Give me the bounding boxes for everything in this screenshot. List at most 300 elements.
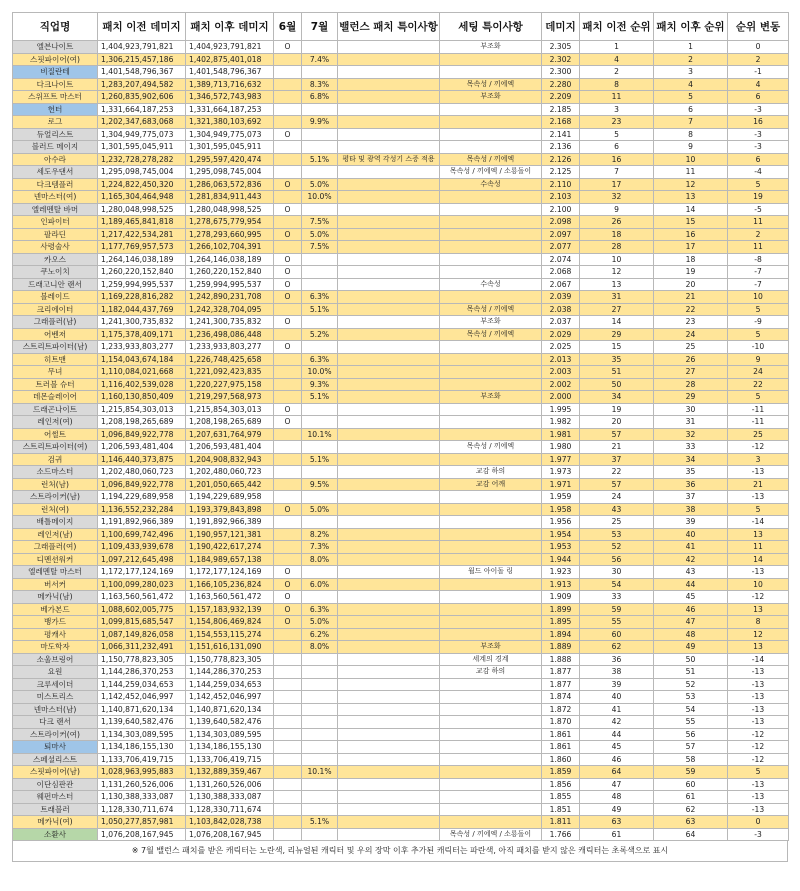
after-damage-cell: 1,202,480,060,723 — [186, 466, 274, 479]
after-damage-cell: 1,154,806,469,824 — [186, 616, 274, 629]
balance-note-cell — [338, 753, 440, 766]
table-row — [13, 303, 789, 316]
setting-note-cell: 교감 하의 — [440, 666, 542, 679]
rank-after-cell: 21 — [654, 291, 728, 304]
rank-before-cell: 50 — [580, 378, 654, 391]
setting-note-cell — [440, 416, 542, 429]
rank-change-cell: 5 — [728, 328, 789, 341]
setting-note-cell — [440, 203, 542, 216]
balance-note-cell — [338, 103, 440, 116]
rank-before-cell: 5 — [580, 128, 654, 141]
before-damage-cell: 1,116,402,539,028 — [98, 378, 186, 391]
balance-note-cell — [338, 716, 440, 729]
damage-ratio-cell: 2.029 — [542, 328, 580, 341]
before-damage-cell: 1,260,220,152,840 — [98, 266, 186, 279]
july-patch-cell — [302, 791, 338, 804]
after-damage-cell: 1,401,548,796,367 — [186, 66, 274, 79]
damage-ratio-cell: 1.953 — [542, 541, 580, 554]
july-patch-cell — [302, 516, 338, 529]
rank-before-cell: 35 — [580, 353, 654, 366]
balance-note-cell — [338, 703, 440, 716]
before-damage-cell: 1,301,595,045,911 — [98, 141, 186, 154]
before-damage-cell: 1,175,378,409,171 — [98, 328, 186, 341]
damage-ratio-cell: 1.959 — [542, 491, 580, 504]
rank-before-cell: 31 — [580, 291, 654, 304]
table-row — [13, 453, 789, 466]
table-row — [13, 178, 789, 191]
balance-note-cell — [338, 166, 440, 179]
job-cell: 다크 랜서 — [13, 716, 98, 729]
table-row — [13, 766, 789, 779]
rank-after-cell: 24 — [654, 328, 728, 341]
job-cell: 트래블러 — [13, 803, 98, 816]
rank-before-cell: 2 — [580, 66, 654, 79]
july-patch-cell: 5.0% — [302, 228, 338, 241]
after-damage-cell: 1,236,498,086,448 — [186, 328, 274, 341]
rank-after-cell: 43 — [654, 566, 728, 579]
rank-before-cell: 45 — [580, 741, 654, 754]
after-damage-cell: 1,207,631,764,979 — [186, 428, 274, 441]
after-damage-cell: 1,264,146,038,189 — [186, 253, 274, 266]
damage-ratio-cell: 2.074 — [542, 253, 580, 266]
rank-before-cell: 36 — [580, 653, 654, 666]
rank-change-cell: 19 — [728, 191, 789, 204]
rank-after-cell: 31 — [654, 416, 728, 429]
july-patch-cell — [302, 416, 338, 429]
damage-ratio-cell: 2.038 — [542, 303, 580, 316]
rank-after-cell: 5 — [654, 91, 728, 104]
setting-note-cell — [440, 516, 542, 529]
setting-note-cell: 세계의 경계 — [440, 653, 542, 666]
july-patch-cell: 5.1% — [302, 391, 338, 404]
balance-note-cell — [338, 141, 440, 154]
rank-after-cell: 61 — [654, 791, 728, 804]
table-row — [13, 703, 789, 716]
rank-after-cell: 10 — [654, 153, 728, 166]
june-patch-cell: O — [274, 253, 302, 266]
footnote: ※ 7월 밸런스 패치를 받은 캐릭터는 노란색, 리뉴얼된 캐릭터 및 우의 장막 이후 추가된 캐릭터는 파란색, 아직 패치를 받지 않은 캐릭터는 초록색으로 표시 — [12, 841, 788, 862]
rank-before-cell: 41 — [580, 703, 654, 716]
june-patch-cell — [274, 703, 302, 716]
job-cell: 트러블 슈터 — [13, 378, 98, 391]
july-patch-cell — [302, 278, 338, 291]
balance-note-cell — [338, 828, 440, 841]
rank-after-cell: 26 — [654, 353, 728, 366]
damage-ratio-cell: 2.136 — [542, 141, 580, 154]
damage-ranking-sheet — [12, 12, 788, 862]
june-patch-cell: O — [274, 178, 302, 191]
july-patch-cell — [302, 403, 338, 416]
rank-after-cell: 22 — [654, 303, 728, 316]
table-row — [13, 253, 789, 266]
before-damage-cell: 1,160,130,850,409 — [98, 391, 186, 404]
rank-change-cell: -13 — [728, 691, 789, 704]
rank-after-cell: 47 — [654, 616, 728, 629]
rank-after-cell: 9 — [654, 141, 728, 154]
before-damage-cell: 1,130,388,333,087 — [98, 791, 186, 804]
rank-after-cell: 48 — [654, 628, 728, 641]
after-damage-cell: 1,128,330,711,674 — [186, 803, 274, 816]
rank-change-cell: -13 — [728, 791, 789, 804]
june-patch-cell — [274, 778, 302, 791]
rank-before-cell: 18 — [580, 228, 654, 241]
balance-note-cell — [338, 41, 440, 54]
after-damage-cell: 1,295,098,745,004 — [186, 166, 274, 179]
june-patch-cell — [274, 803, 302, 816]
balance-note-cell — [338, 603, 440, 616]
july-patch-cell: 9.5% — [302, 478, 338, 491]
rank-after-cell: 34 — [654, 453, 728, 466]
after-damage-cell: 1,144,259,034,653 — [186, 678, 274, 691]
table-row — [13, 203, 789, 216]
after-damage-cell: 1,242,890,231,708 — [186, 291, 274, 304]
setting-note-cell — [440, 628, 542, 641]
balance-note-cell — [338, 628, 440, 641]
rank-before-cell: 51 — [580, 366, 654, 379]
damage-ratio-cell: 1.877 — [542, 678, 580, 691]
rank-after-cell: 19 — [654, 266, 728, 279]
after-damage-cell: 1,190,957,121,381 — [186, 528, 274, 541]
before-damage-cell: 1,028,963,995,883 — [98, 766, 186, 779]
rank-change-cell: -7 — [728, 266, 789, 279]
balance-note-cell — [338, 241, 440, 254]
rank-before-cell: 26 — [580, 216, 654, 229]
after-damage-cell: 1,191,892,966,389 — [186, 516, 274, 529]
balance-note-cell — [338, 341, 440, 354]
before-damage-cell: 1,146,440,373,875 — [98, 453, 186, 466]
damage-ratio-cell: 2.100 — [542, 203, 580, 216]
before-damage-cell: 1,264,146,038,189 — [98, 253, 186, 266]
setting-note-cell — [440, 528, 542, 541]
before-damage-cell: 1,169,228,816,282 — [98, 291, 186, 304]
table-row — [13, 216, 789, 229]
rank-before-cell: 28 — [580, 241, 654, 254]
rank-after-cell: 55 — [654, 716, 728, 729]
rank-change-cell: 21 — [728, 478, 789, 491]
damage-ratio-cell: 2.068 — [542, 266, 580, 279]
after-damage-cell: 1,151,616,131,090 — [186, 641, 274, 654]
damage-ratio-cell: 2.185 — [542, 103, 580, 116]
july-patch-cell: 8.0% — [302, 641, 338, 654]
rank-after-cell: 11 — [654, 166, 728, 179]
job-cell: 카오스 — [13, 253, 98, 266]
after-damage-cell: 1,193,379,843,898 — [186, 503, 274, 516]
job-cell: 엘레멘탈 바머 — [13, 203, 98, 216]
june-patch-cell: O — [274, 266, 302, 279]
job-cell: 레인저(여) — [13, 416, 98, 429]
rank-before-cell: 39 — [580, 678, 654, 691]
rank-after-cell: 13 — [654, 191, 728, 204]
balance-note-cell — [338, 128, 440, 141]
june-patch-cell — [274, 741, 302, 754]
job-cell: 소울브링어 — [13, 653, 98, 666]
damage-ratio-cell: 2.002 — [542, 378, 580, 391]
july-patch-cell — [302, 466, 338, 479]
june-patch-cell — [274, 191, 302, 204]
job-cell: 소환사 — [13, 828, 98, 841]
june-patch-cell: O — [274, 128, 302, 141]
damage-ratio-cell: 2.168 — [542, 116, 580, 129]
table-row — [13, 716, 789, 729]
damage-ratio-cell: 1.856 — [542, 778, 580, 791]
july-patch-cell — [302, 653, 338, 666]
rank-before-cell: 19 — [580, 403, 654, 416]
june-patch-cell — [274, 141, 302, 154]
june-patch-cell — [274, 766, 302, 779]
setting-note-cell — [440, 253, 542, 266]
after-damage-cell: 1,206,593,481,404 — [186, 441, 274, 454]
balance-note-cell: 평타 및 광역 각성기 스증 적용 — [338, 153, 440, 166]
damage-ratio-cell: 1.995 — [542, 403, 580, 416]
june-patch-cell — [274, 728, 302, 741]
july-patch-cell — [302, 341, 338, 354]
balance-note-cell — [338, 778, 440, 791]
rank-after-cell: 51 — [654, 666, 728, 679]
before-damage-cell: 1,215,854,303,013 — [98, 403, 186, 416]
rank-change-cell: 5 — [728, 503, 789, 516]
table-row — [13, 566, 789, 579]
table-row — [13, 441, 789, 454]
setting-note-cell — [440, 616, 542, 629]
rank-change-cell: -8 — [728, 253, 789, 266]
setting-note-cell: 교감 어깨 — [440, 478, 542, 491]
job-cell: 스핏파이어(여) — [13, 53, 98, 66]
setting-note-cell — [440, 716, 542, 729]
before-damage-cell: 1,177,769,957,573 — [98, 241, 186, 254]
rank-after-cell: 52 — [654, 678, 728, 691]
july-patch-cell — [302, 778, 338, 791]
table-row — [13, 291, 789, 304]
rank-change-cell: -13 — [728, 666, 789, 679]
rank-before-cell: 40 — [580, 691, 654, 704]
col-header-after-damage: 패치 이후 데미지 — [186, 13, 274, 41]
damage-ratio-cell: 1.971 — [542, 478, 580, 491]
job-cell: 드래곤나이트 — [13, 403, 98, 416]
rank-change-cell: 12 — [728, 628, 789, 641]
setting-note-cell: 부조화 — [440, 41, 542, 54]
damage-ratio-cell: 1.977 — [542, 453, 580, 466]
rank-change-cell: -3 — [728, 103, 789, 116]
job-cell: 메카닉(남) — [13, 591, 98, 604]
rank-before-cell: 13 — [580, 278, 654, 291]
job-cell: 디멘션워커 — [13, 553, 98, 566]
balance-note-cell — [338, 466, 440, 479]
after-damage-cell: 1,301,595,045,911 — [186, 141, 274, 154]
before-damage-cell: 1,189,465,841,818 — [98, 216, 186, 229]
setting-note-cell: 목속성 / 끼에엑 — [440, 78, 542, 91]
july-patch-cell: 7.5% — [302, 216, 338, 229]
header-row — [13, 13, 789, 41]
job-cell: 헌터 — [13, 103, 98, 116]
table-row — [13, 791, 789, 804]
table-row — [13, 803, 789, 816]
rank-after-cell: 29 — [654, 391, 728, 404]
table-row — [13, 403, 789, 416]
rank-after-cell: 27 — [654, 366, 728, 379]
damage-ratio-cell: 1.923 — [542, 566, 580, 579]
balance-note-cell — [338, 728, 440, 741]
after-damage-cell: 1,226,748,425,658 — [186, 353, 274, 366]
rank-before-cell: 25 — [580, 516, 654, 529]
balance-note-cell — [338, 641, 440, 654]
after-damage-cell: 1,321,380,103,692 — [186, 116, 274, 129]
balance-note-cell — [338, 678, 440, 691]
damage-ratio-cell: 1.874 — [542, 691, 580, 704]
before-damage-cell: 1,306,215,457,186 — [98, 53, 186, 66]
before-damage-cell: 1,100,099,280,023 — [98, 578, 186, 591]
before-damage-cell: 1,150,778,823,305 — [98, 653, 186, 666]
rank-after-cell: 44 — [654, 578, 728, 591]
july-patch-cell: 10.0% — [302, 191, 338, 204]
rank-after-cell: 38 — [654, 503, 728, 516]
after-damage-cell: 1,215,854,303,013 — [186, 403, 274, 416]
july-patch-cell — [302, 828, 338, 841]
rank-change-cell: 3 — [728, 453, 789, 466]
before-damage-cell: 1,260,835,902,606 — [98, 91, 186, 104]
before-damage-cell: 1,109,433,939,678 — [98, 541, 186, 554]
job-cell: 세도우댄서 — [13, 166, 98, 179]
june-patch-cell — [274, 678, 302, 691]
rank-after-cell: 40 — [654, 528, 728, 541]
rank-before-cell: 32 — [580, 191, 654, 204]
after-damage-cell: 1,076,208,167,945 — [186, 828, 274, 841]
rank-change-cell: 2 — [728, 53, 789, 66]
june-patch-cell: O — [274, 41, 302, 54]
damage-ratio-cell: 2.300 — [542, 66, 580, 79]
setting-note-cell — [440, 791, 542, 804]
rank-before-cell: 49 — [580, 803, 654, 816]
table-row — [13, 166, 789, 179]
june-patch-cell — [274, 103, 302, 116]
balance-note-cell — [338, 616, 440, 629]
after-damage-cell: 1,281,834,911,443 — [186, 191, 274, 204]
rank-after-cell: 8 — [654, 128, 728, 141]
rank-change-cell: -13 — [728, 566, 789, 579]
setting-note-cell — [440, 728, 542, 741]
col-header-rank-after: 패치 이후 순위 — [654, 13, 728, 41]
after-damage-cell: 1,389,713,716,632 — [186, 78, 274, 91]
before-damage-cell: 1,232,728,278,282 — [98, 153, 186, 166]
balance-note-cell — [338, 666, 440, 679]
after-damage-cell: 1,266,102,704,391 — [186, 241, 274, 254]
job-cell: 로그 — [13, 116, 98, 129]
before-damage-cell: 1,140,871,620,134 — [98, 703, 186, 716]
damage-ratio-cell: 1.889 — [542, 641, 580, 654]
july-patch-cell — [302, 566, 338, 579]
june-patch-cell — [274, 216, 302, 229]
table-row — [13, 391, 789, 404]
after-damage-cell: 1,201,050,665,442 — [186, 478, 274, 491]
setting-note-cell — [440, 353, 542, 366]
after-damage-cell: 1,154,553,115,274 — [186, 628, 274, 641]
july-patch-cell — [302, 666, 338, 679]
rank-before-cell: 17 — [580, 178, 654, 191]
before-damage-cell: 1,144,286,370,253 — [98, 666, 186, 679]
rank-change-cell: -12 — [728, 441, 789, 454]
after-damage-cell: 1,134,303,089,595 — [186, 728, 274, 741]
rank-change-cell: -14 — [728, 653, 789, 666]
rank-after-cell: 32 — [654, 428, 728, 441]
rank-after-cell: 64 — [654, 828, 728, 841]
table-row — [13, 153, 789, 166]
rank-after-cell: 18 — [654, 253, 728, 266]
setting-note-cell — [440, 191, 542, 204]
balance-note-cell — [338, 403, 440, 416]
rank-before-cell: 55 — [580, 616, 654, 629]
rank-change-cell: -13 — [728, 803, 789, 816]
damage-ratio-cell: 1.861 — [542, 741, 580, 754]
table-row — [13, 616, 789, 629]
july-patch-cell: 8.3% — [302, 78, 338, 91]
damage-ratio-cell: 1.877 — [542, 666, 580, 679]
before-damage-cell: 1,172,177,124,169 — [98, 566, 186, 579]
rank-after-cell: 23 — [654, 316, 728, 329]
table-row — [13, 691, 789, 704]
balance-note-cell — [338, 503, 440, 516]
col-header-balance-notes: 밸런스 패치 특이사항 — [338, 13, 440, 41]
setting-note-cell — [440, 691, 542, 704]
rank-before-cell: 16 — [580, 153, 654, 166]
table-row — [13, 503, 789, 516]
july-patch-cell: 5.2% — [302, 328, 338, 341]
setting-note-cell — [440, 53, 542, 66]
job-cell: 드래고니안 랜서 — [13, 278, 98, 291]
table-row — [13, 641, 789, 654]
june-patch-cell — [274, 241, 302, 254]
june-patch-cell — [274, 791, 302, 804]
before-damage-cell: 1,133,706,419,715 — [98, 753, 186, 766]
rank-after-cell: 28 — [654, 378, 728, 391]
rank-after-cell: 42 — [654, 553, 728, 566]
july-patch-cell: 7.3% — [302, 541, 338, 554]
june-patch-cell — [274, 353, 302, 366]
table-row — [13, 528, 789, 541]
june-patch-cell — [274, 666, 302, 679]
table-row — [13, 628, 789, 641]
before-damage-cell: 1,100,699,742,496 — [98, 528, 186, 541]
setting-note-cell — [440, 803, 542, 816]
rank-before-cell: 42 — [580, 716, 654, 729]
rank-change-cell: -12 — [728, 741, 789, 754]
before-damage-cell: 1,295,098,745,004 — [98, 166, 186, 179]
job-cell: 배틀메이지 — [13, 516, 98, 529]
june-patch-cell — [274, 78, 302, 91]
setting-note-cell: 목속성 / 끼에엑 — [440, 303, 542, 316]
damage-ratio-cell: 2.125 — [542, 166, 580, 179]
before-damage-cell: 1,139,640,582,476 — [98, 716, 186, 729]
june-patch-cell — [274, 653, 302, 666]
june-patch-cell: O — [274, 291, 302, 304]
job-cell: 어벤저 — [13, 328, 98, 341]
rank-change-cell: -13 — [728, 678, 789, 691]
balance-note-cell — [338, 328, 440, 341]
july-patch-cell: 6.8% — [302, 91, 338, 104]
balance-note-cell — [338, 791, 440, 804]
balance-note-cell — [338, 766, 440, 779]
june-patch-cell — [274, 66, 302, 79]
balance-note-cell — [338, 378, 440, 391]
setting-note-cell: 부조화 — [440, 391, 542, 404]
before-damage-cell: 1,050,277,857,981 — [98, 816, 186, 829]
setting-note-cell: 부조화 — [440, 316, 542, 329]
damage-ratio-cell: 2.077 — [542, 241, 580, 254]
rank-change-cell: -12 — [728, 753, 789, 766]
balance-note-cell — [338, 691, 440, 704]
july-patch-cell — [302, 203, 338, 216]
before-damage-cell: 1,096,849,922,778 — [98, 428, 186, 441]
table-row — [13, 778, 789, 791]
rank-change-cell: -13 — [728, 703, 789, 716]
